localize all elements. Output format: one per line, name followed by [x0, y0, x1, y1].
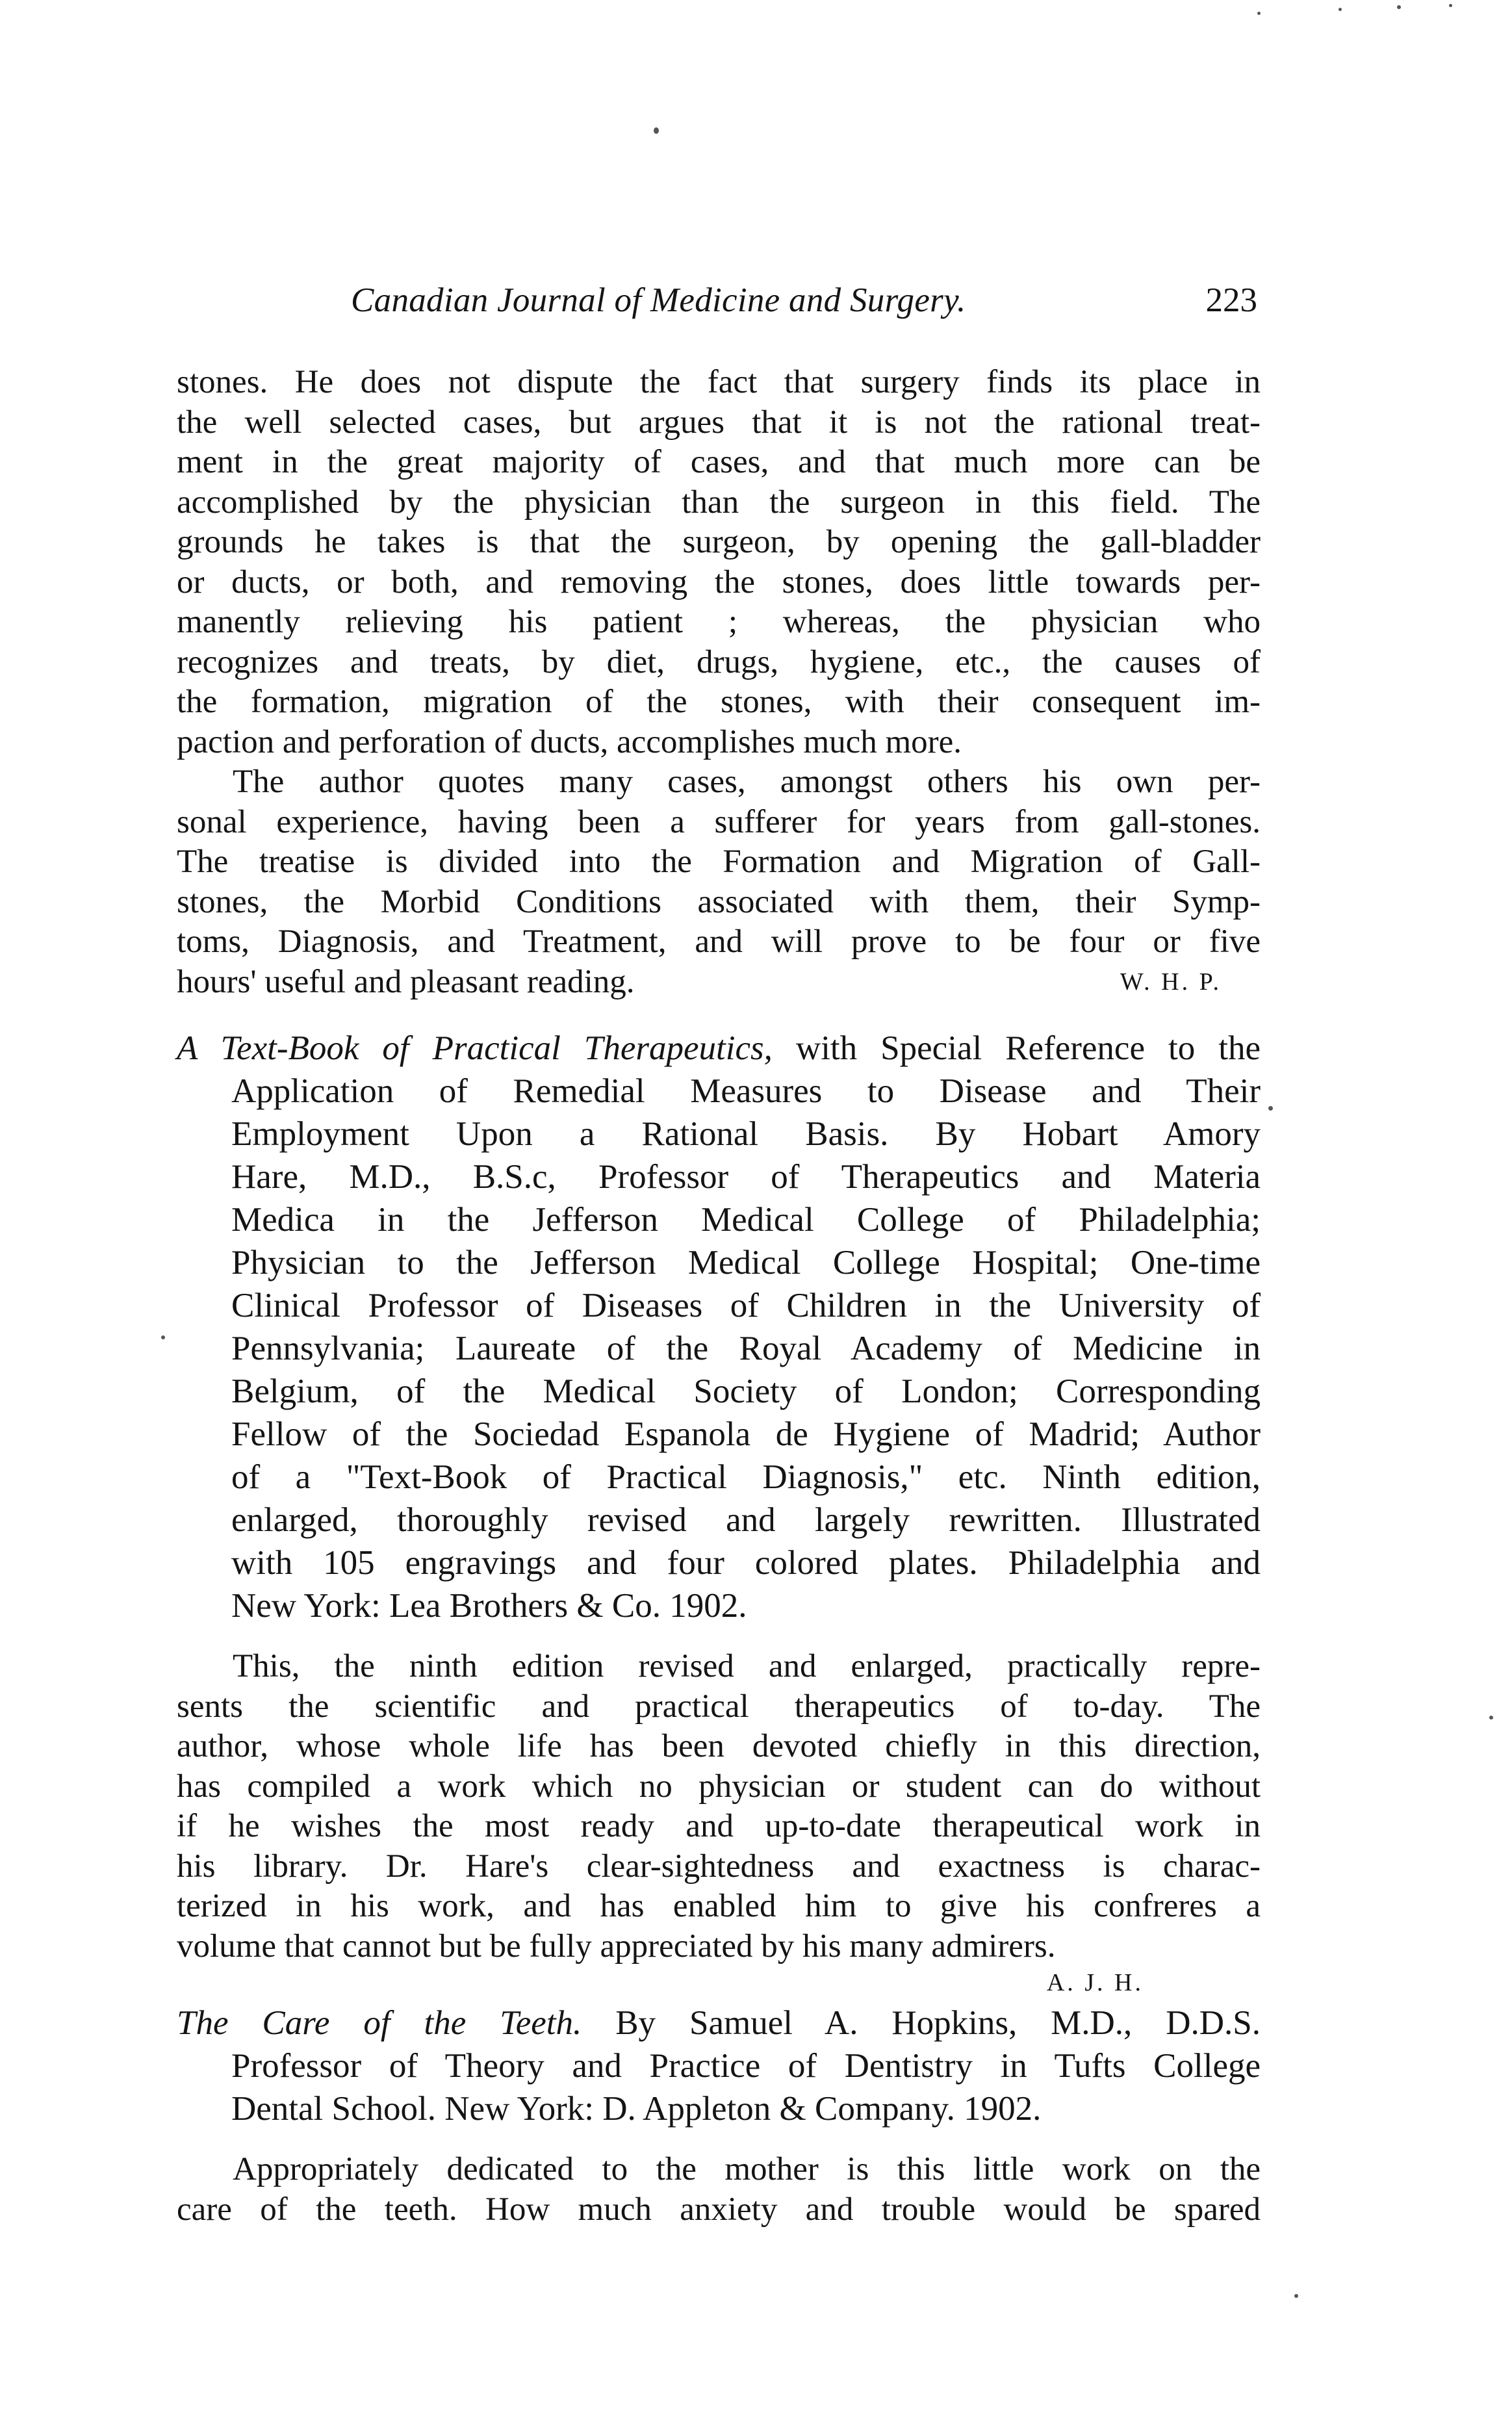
text-line: Employment Upon a Rational Basis. By Hobart Amory [231, 1115, 1261, 1153]
page-number: 223 [1205, 281, 1257, 319]
text-line: ment in the great majority of cases, and that much more can be [177, 444, 1261, 480]
scan-speck [654, 127, 659, 134]
book-title: The Care of the Teeth. [177, 2004, 582, 2042]
text-line: This, the ninth edition revised and enlarged, practically repre- [233, 1648, 1261, 1684]
book-entry-care-of-teeth [177, 2002, 1261, 2130]
text-line: stones. He does not dispute the fact that surgery finds its place in [177, 364, 1261, 400]
text-line: enlarged, thoroughly revised and largely rewritten. Illustrated [231, 1501, 1261, 1539]
reviewer-signature: W. H. P. [1120, 968, 1222, 996]
text-line: Medica in the Jefferson Medical College of Philadelphia; [231, 1201, 1261, 1239]
book-entry-first-line [177, 1027, 1261, 1070]
text-line-with-signature [177, 962, 1261, 1003]
running-title: Canadian Journal of Medicine and Surgery. [351, 281, 966, 319]
text-line: if he wishes the most ready and up-to-date therapeutical work in [177, 1808, 1261, 1844]
text-line: Appropriately dedicated to the mother is this little work on the [233, 2151, 1261, 2187]
text-line: Hare, M.D., B.S.c, Professor of Therapeutics and Materia [231, 1158, 1261, 1196]
text-line: The treatise is divided into the Formation and Migration of Gall- [177, 844, 1261, 880]
book-entry-therapeutics [177, 1027, 1261, 1627]
text-line: the formation, migration of the stones, with their consequent im- [177, 684, 1261, 720]
running-header [351, 281, 1257, 333]
text-line: has compiled a work which no physician or student can do without [177, 1768, 1261, 1805]
review-teeth-paragraph [177, 2150, 1261, 2230]
text-line: hours' useful and pleasant reading. [177, 963, 635, 1000]
text-line: New York: Lea Brothers & Co. 1902. [231, 1587, 747, 1625]
text-line: manently relieving his patient ; whereas, the physician who [177, 604, 1261, 640]
text-line: By Samuel A. Hopkins, M.D., D.D.S. [582, 2004, 1261, 2042]
reviewer-signature: A. J. H. [1046, 1969, 1144, 1996]
text-line: of a "Text-Book of Practical Diagnosis," etc. Ninth edition, [231, 1458, 1261, 1496]
scan-speck [1294, 2294, 1298, 2298]
text-line: The author quotes many cases, amongst others his own per- [233, 764, 1261, 800]
text-line: sents the scientific and practical therapeutics of to-day. The [177, 1688, 1261, 1725]
scan-speck [1268, 1106, 1273, 1111]
text-line: Pennsylvania; Laureate of the Royal Academy of Medicine in [231, 1330, 1261, 1367]
scan-speck [161, 1335, 165, 1339]
text-line: sonal experience, having been a sufferer for years from gall-stones. [177, 803, 1261, 840]
text-line: care of the teeth. How much anxiety and trouble would be spared [177, 2191, 1261, 2228]
text-line: Physician to the Jefferson Medical College Hospital; One-time [231, 1244, 1261, 1282]
text-line: toms, Diagnosis, and Treatment, and will prove to be four or five [177, 923, 1261, 960]
text-line: volume that cannot but be fully appreciated by his many admirers. [177, 1927, 1056, 1965]
scan-speck [1339, 8, 1342, 11]
text-line: his library. Dr. Hare's clear-sightedness and exactness is charac- [177, 1848, 1261, 1885]
scan-speck [1257, 12, 1261, 15]
text-line: paction and perforation of ducts, accomplishes much more. [177, 723, 962, 760]
text-line: the well selected cases, but argues that it is not the rational treat- [177, 404, 1261, 441]
book-entry-first-line [177, 2002, 1261, 2044]
text-column [177, 363, 1261, 2230]
book-title: A Text-Book of Practical Therapeutics, [177, 1029, 773, 1067]
text-line: grounds he takes is that the surgeon, by opening the gall-bladder [177, 524, 1261, 560]
review-gallstones-paragraph-2 [177, 762, 1261, 1002]
text-line: Dental School. New York: D. Appleton & Company. 1902. [231, 2090, 1042, 2128]
text-line: or ducts, or both, and removing the stones, does little towards per- [177, 563, 1261, 600]
text-line: with Special Reference to the [772, 1029, 1261, 1067]
text-line: Belgium, of the Medical Society of London; Corresponding [231, 1372, 1261, 1410]
text-line: terized in his work, and has enabled him to give his confreres a [177, 1888, 1261, 1924]
text-line: Professor of Theory and Practice of Dentistry in Tufts College [231, 2047, 1261, 2085]
text-line: stones, the Morbid Conditions associated with them, their Symp- [177, 883, 1261, 920]
text-line: Clinical Professor of Diseases of Children in the University of [231, 1287, 1261, 1324]
review-therapeutics-paragraph [177, 1647, 1261, 1966]
text-line: with 105 engravings and four colored plates. Philadelphia and [231, 1544, 1261, 1582]
text-line: Application of Remedial Measures to Disease and Their [231, 1072, 1261, 1110]
review-gallstones-paragraph-1 [177, 363, 1261, 762]
text-line: recognizes and treats, by diet, drugs, hygiene, etc., the causes of [177, 643, 1261, 680]
text-line: accomplished by the physician than the surgeon in this field. The [177, 483, 1261, 521]
scan-speck [1489, 1716, 1493, 1720]
text-line: author, whose whole life has been devoted chiefly in this direction, [177, 1728, 1261, 1764]
text-line: Fellow of the Sociedad Espanola de Hygiene of Madrid; Author [231, 1415, 1261, 1453]
scan-speck [1449, 4, 1452, 7]
scan-speck [1397, 5, 1401, 9]
